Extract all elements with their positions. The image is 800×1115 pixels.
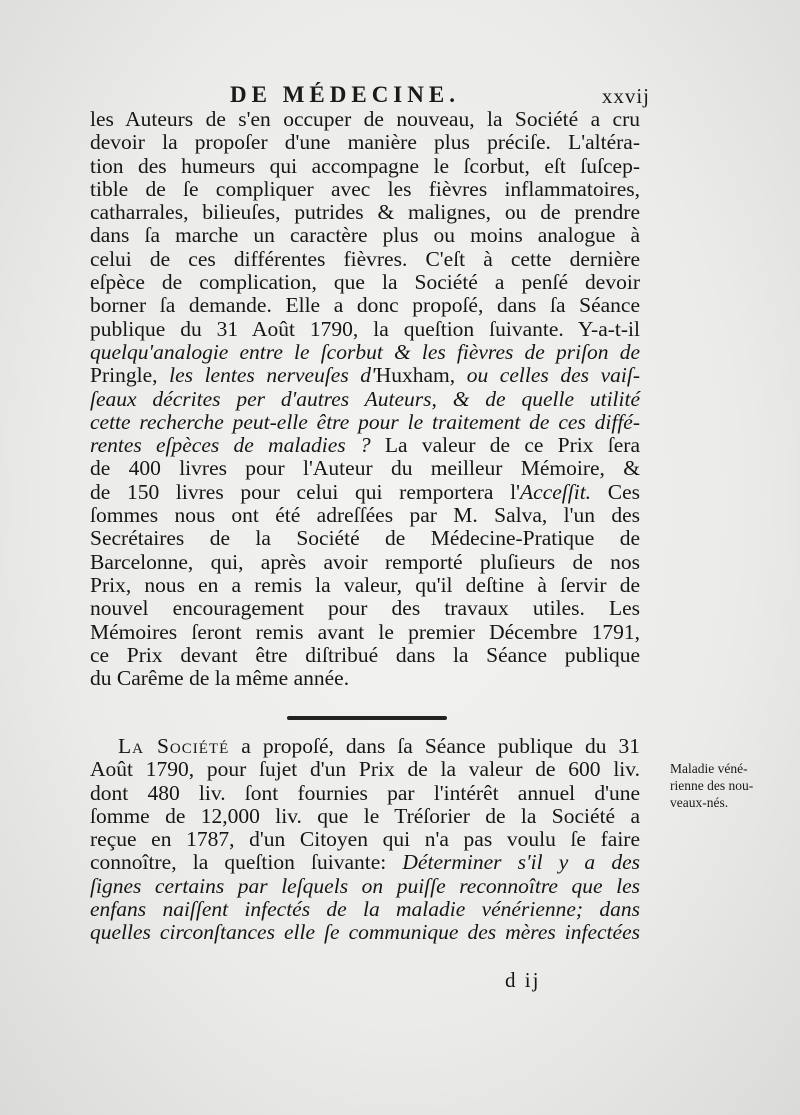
text-run-italic: rentes eſpèces de maladies ? (90, 433, 371, 458)
text-run-italic: ou celles des vaiſ- (466, 363, 641, 388)
text-line: Prix, nous en a remis la valeur, qu'il deſtine à ſervir de (90, 572, 640, 597)
text-line-italic: quelles circonſtances elle ſe communique des mères infectées (90, 920, 640, 945)
text-run-italic: Acceſſit. (520, 479, 592, 504)
text-line-italic: ſignes certains par leſquels on puiſſe reconnoître que les (90, 873, 640, 898)
text-run: Huxham, (375, 363, 467, 388)
running-title: DE MÉDECINE. (230, 82, 460, 107)
text-line: les Auteurs de s'en occuper de nouveau, la Société a cru (90, 107, 640, 131)
text-line: du Carême de la même année. (90, 666, 350, 691)
text-line-mixed (90, 364, 640, 387)
text-run: Ces (591, 479, 640, 504)
text-line: borner ſa demande. Elle a donc propoſé, dans ſa Séance (90, 293, 640, 318)
text-run: La valeur de ce Prix ſera (370, 433, 640, 458)
text-line-mixed (90, 481, 640, 504)
paragraph-prize-venereal (90, 735, 640, 945)
text-run-smallcaps: La Société (118, 734, 230, 758)
text-line: celui de ces différentes fièvres. C'eſt à cette dernière (90, 246, 640, 271)
text-line: ſommes nous ont été adreſſées par M. Salva, l'un des (90, 503, 640, 528)
text-run: Pringle, (90, 363, 170, 388)
text-line: de 400 livres pour l'Auteur du meilleur Mémoire, & (90, 456, 640, 481)
text-run-italic: les lentes nerveuſes d' (169, 363, 376, 388)
text-line: Mémoires ſeront remis avant le premier Décembre 1791, (90, 619, 640, 644)
text-line: eſpèce de complication, que la Société a penſé devoir (90, 270, 640, 295)
text-line-mixed (90, 735, 640, 758)
margin-note-line: veaux-nés. (670, 795, 729, 810)
margin-note (670, 760, 795, 811)
text-line-mixed (90, 434, 640, 457)
text-line: Août 1790, pour ſujet d'un Prix de la valeur de 600 liv. (90, 757, 640, 782)
text-line: catharrales, bilieuſes, putrides & malignes, ou de prendre (90, 200, 640, 225)
text-line-italic: quelqu'analogie entre le ſcorbut & les fièvres de priſon de (90, 339, 640, 364)
text-line: Barcelonne, qui, après avoir remporté pluſieurs de nos (90, 549, 640, 574)
text-line: tible de ſe compliquer avec les fièvres inflammatoires, (90, 176, 640, 201)
text-run: connoître, la queſtion ſuivante: (90, 850, 403, 875)
section-divider (287, 716, 447, 720)
page-number: xxvij (601, 84, 650, 108)
margin-note-line: Maladie véné- (670, 761, 748, 776)
text-line: dont 480 liv. ſont fournies par l'intérêt annuel d'une (90, 780, 640, 805)
text-run: a propoſé, dans ſa Séance publique du 31 (229, 734, 640, 758)
signature-mark: d ij (505, 968, 541, 992)
text-line-italic: enfans naiſſent infectés de la maladie vénérienne; dans (90, 897, 640, 922)
text-line: reçue en 1787, d'un Citoyen qui n'a pas voulu ſe faire (90, 827, 640, 852)
text-line-mixed (90, 851, 640, 874)
text-line-italic: cette recherche peut-elle être pour le traitement de ces diffé- (90, 409, 640, 434)
text-run: de 150 livres pour celui qui remportera l' (90, 479, 521, 504)
text-run-italic: Déterminer s'il y a des (402, 850, 640, 875)
text-line: publique du 31 Août 1790, la queſtion ſuivante. Y-a-t-il (90, 316, 640, 341)
page-header (90, 82, 650, 110)
text-line: devoir la propoſer d'une manière plus préciſe. L'altéra- (90, 130, 640, 155)
text-line: dans ſa marche un caractère plus ou moins analogue à (90, 223, 640, 248)
text-line: Secrétaires de la Société de Médecine-Pratique de (90, 526, 640, 551)
text-line: ce Prix devant être diſtribué dans la Séance publique (90, 642, 640, 667)
text-line: tion des humeurs qui accompagne le ſcorbut, eſt ſuſcep- (90, 153, 640, 178)
text-line: ſomme de 12,000 liv. que le Tréſorier de la Société a (90, 803, 640, 828)
text-line: nouvel encouragement pour des travaux utiles. Les (90, 596, 640, 621)
paragraph-prize-scurvy (90, 108, 640, 690)
margin-note-line: rienne des nou- (670, 778, 754, 793)
text-line-italic: ſeaux décrites per d'autres Auteurs, & de quelle utilité (90, 386, 640, 411)
